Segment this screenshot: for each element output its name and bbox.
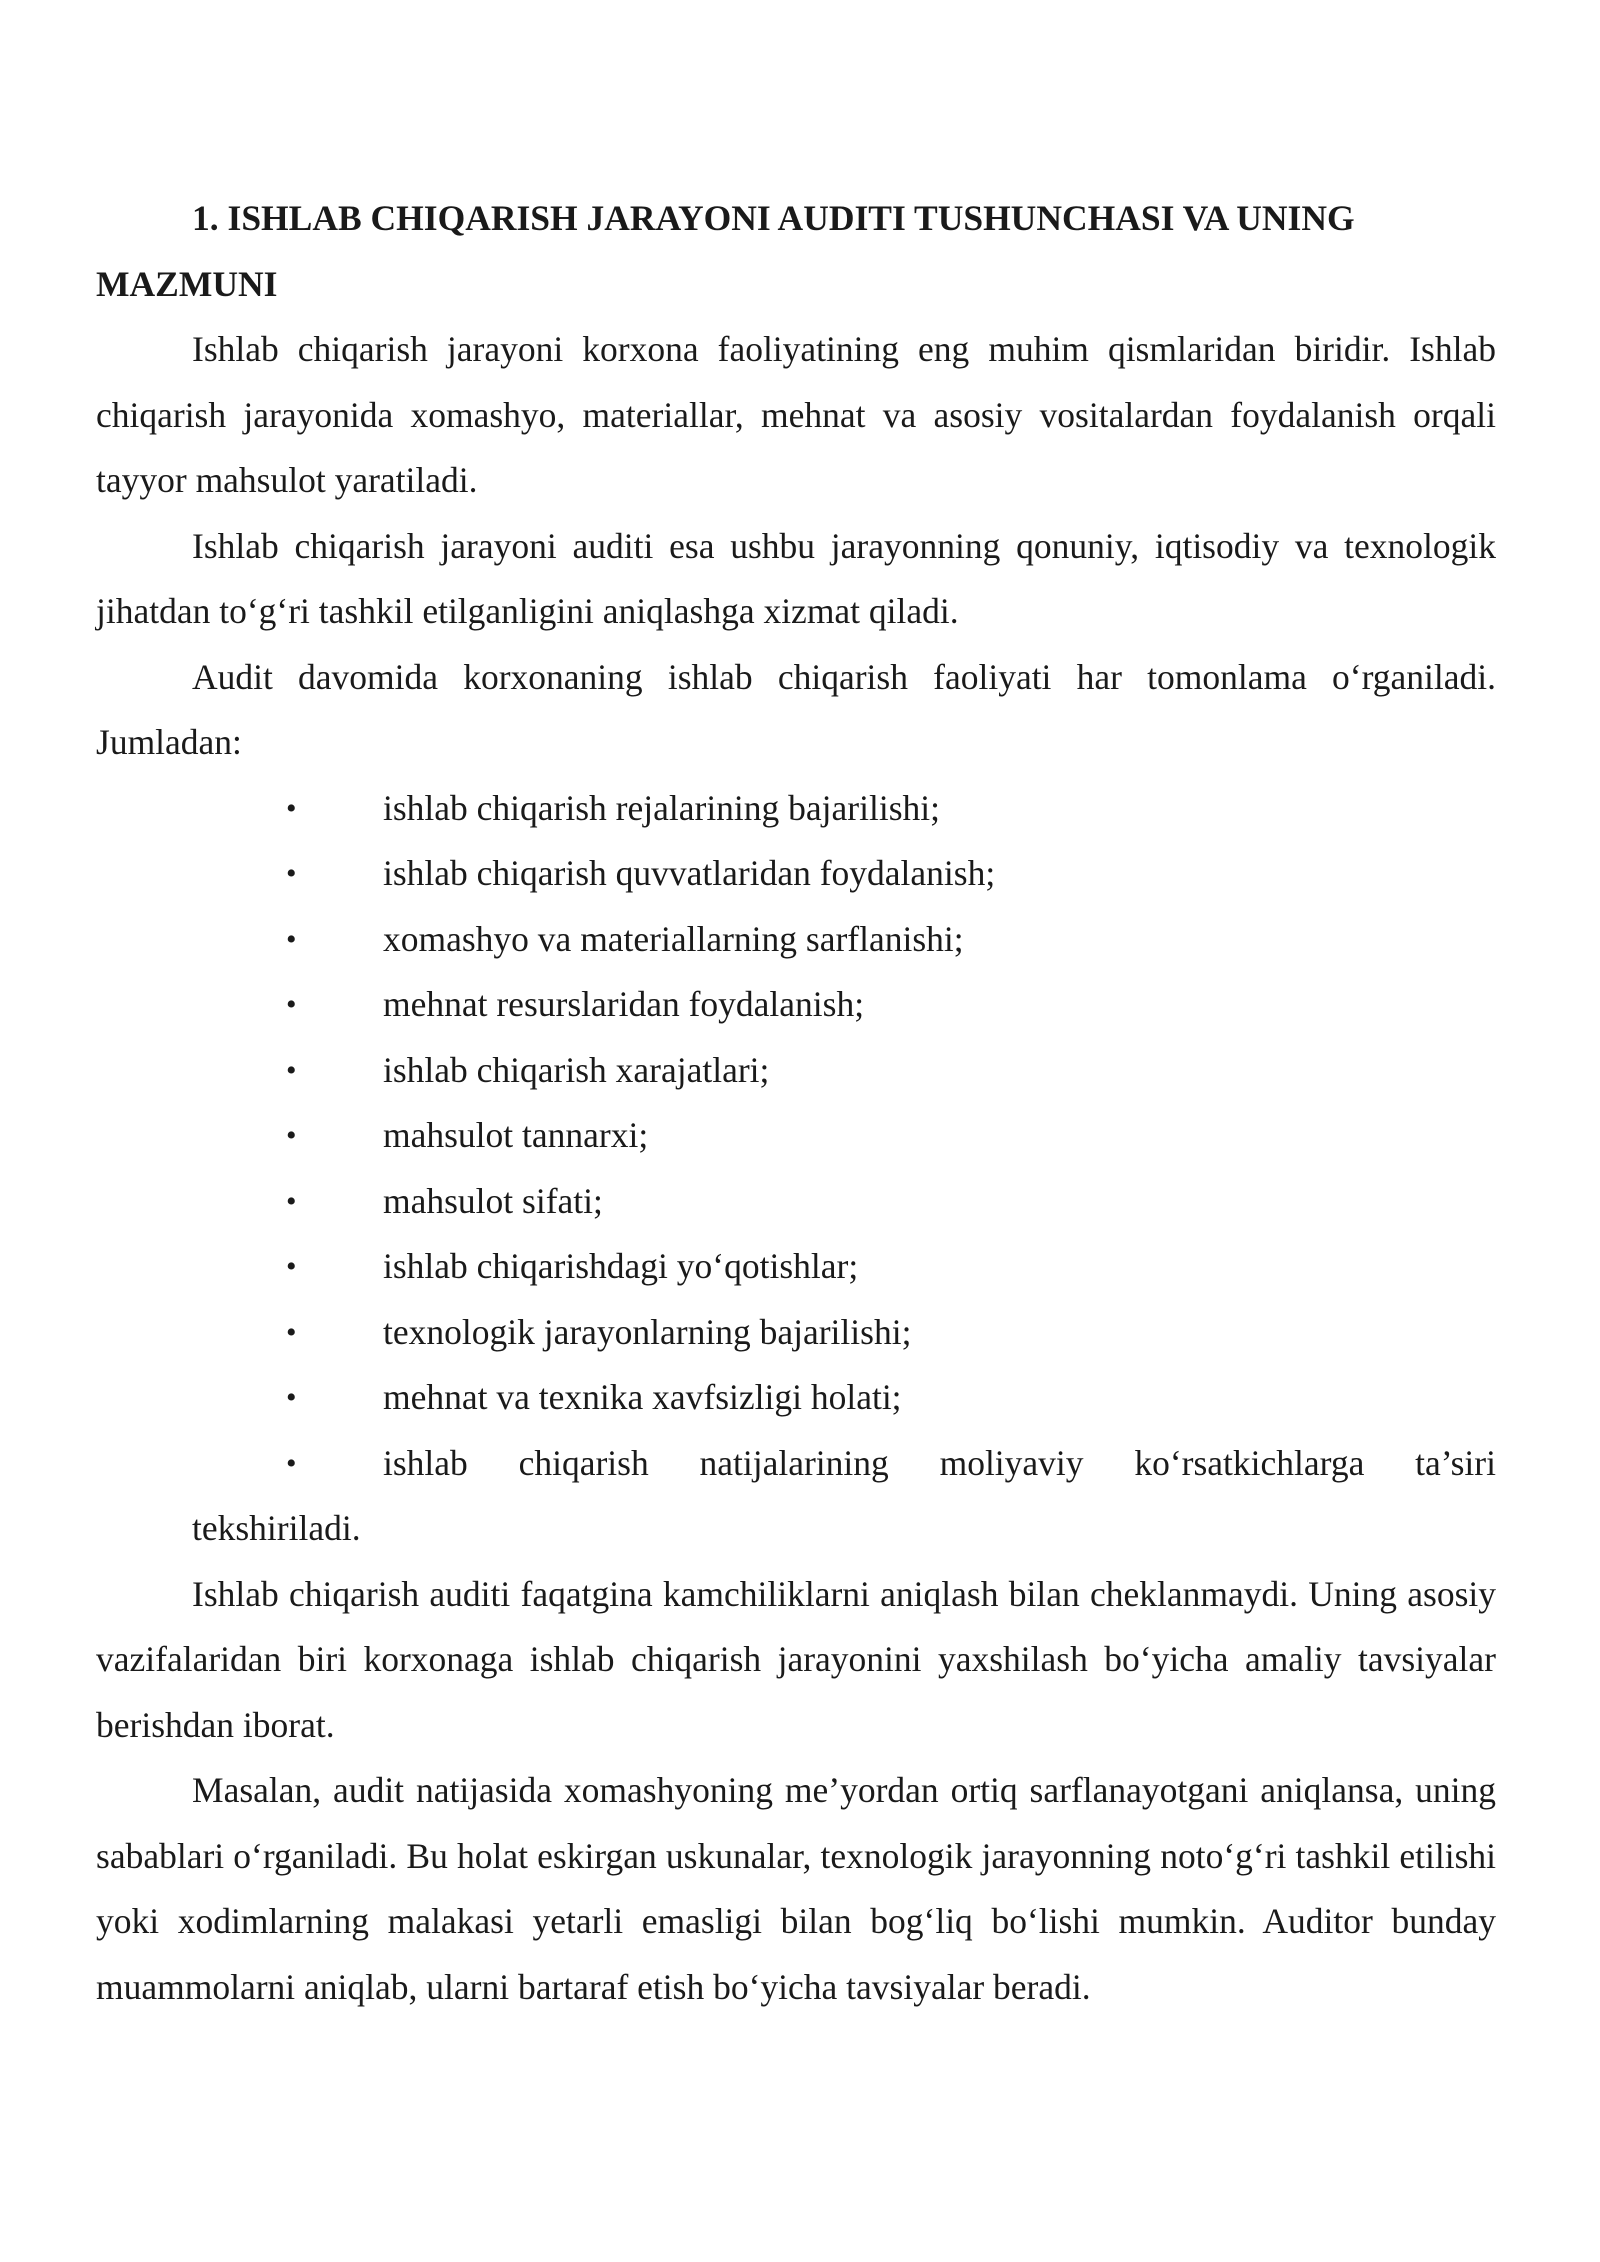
bullet-icon: •	[286, 791, 297, 825]
section-heading-line1: 1. ISHLAB CHIQARISH JARAYONI AUDITI TUSHUNCHASI VA UNING	[192, 198, 1355, 238]
section-heading-line2: MAZMUNI	[96, 263, 278, 304]
paragraph-4: Ishlab chiqarish auditi faqatgina kamchiliklarni aniqlash bilan cheklanmaydi. Uning asosiy vazifalaridan biri korxonaga ishlab chiqarish jarayonini yaxshilash bo‘yicha amaliy tavsiyalar berishdan iborat.	[96, 1573, 1496, 1745]
section-heading	[96, 186, 1496, 317]
document-page	[96, 186, 1496, 2020]
bullet-icon: •	[286, 922, 297, 956]
paragraph-3: Audit davomida korxonaning ishlab chiqarish faoliyati har tomonlama o‘rganiladi. Jumladan:	[96, 656, 1496, 762]
paragraph-5: Masalan, audit natijasida xomashyoning me’yordan ortiq sarflanayotgani aniqlansa, uning sabablari o‘rganiladi. Bu holat eskirgan uskunalar, texnologik jarayonning noto‘g‘ri tashkil etilishi yoki xodimlarning malakasi yetarli emasligi bilan bog‘liq bo‘lishi mumkin. Auditor bunday muammolarni aniqlab, ularni bartaraf etish bo‘yicha tavsiyalar beradi.	[96, 1770, 1496, 2007]
list-item: • mehnat va texnika xavfsizligi holati;	[96, 1365, 1496, 1431]
bullet-icon: •	[286, 1381, 297, 1414]
list-item: • texnologik jarayonlarning bajarilishi;	[96, 1300, 1496, 1366]
paragraph-1: Ishlab chiqarish jarayoni korxona faoliyatining eng muhim qismlaridan biridir. Ishlab chiqarish jarayonida xomashyo, materiallar, mehnat va asosiy vositalardan foydalanish orqali tayyor mahsulot yaratiladi.	[96, 329, 1496, 500]
audit-topics-list	[96, 776, 1496, 1497]
bullet-icon: •	[286, 1446, 297, 1480]
last-item-words: ishlab chiqarish natijalarining moliyaviy ko‘rsatkichlarga ta’siri	[383, 1442, 1496, 1483]
list-item: • mahsulot sifati;	[96, 1169, 1496, 1235]
bullet-icon: •	[286, 1053, 297, 1087]
bullet-icon: •	[286, 988, 297, 1021]
paragraph-2: Ishlab chiqarish jarayoni auditi esa ushbu jarayonning qonuniy, iqtisodiy va texnologik jihatdan to‘g‘ri tashkil etilganligini aniqlashga xizmat qiladi.	[96, 525, 1496, 631]
bullet-icon: •	[286, 857, 297, 890]
bullet-icon: •	[286, 1119, 297, 1152]
list-item: • ishlab chiqarish xarajatlari;	[96, 1038, 1496, 1104]
list-item: • ishlab chiqarish rejalarining bajarilishi;	[96, 776, 1496, 842]
list-item: • mehnat resurslaridan foydalanish;	[96, 972, 1496, 1038]
list-item-last	[96, 1431, 1496, 1497]
list-tail-text: tekshiriladi.	[192, 1508, 361, 1548]
list-item: • mahsulot tannarxi;	[96, 1103, 1496, 1169]
list-item: • xomashyo va materiallarning sarflanishi;	[96, 907, 1496, 973]
bullet-icon: •	[286, 1250, 297, 1283]
bullet-icon: •	[286, 1184, 297, 1218]
list-item: • ishlab chiqarishdagi yo‘qotishlar;	[96, 1234, 1496, 1300]
list-item: • ishlab chiqarish quvvatlaridan foydalanish;	[96, 841, 1496, 907]
bullet-icon: •	[286, 1315, 297, 1349]
